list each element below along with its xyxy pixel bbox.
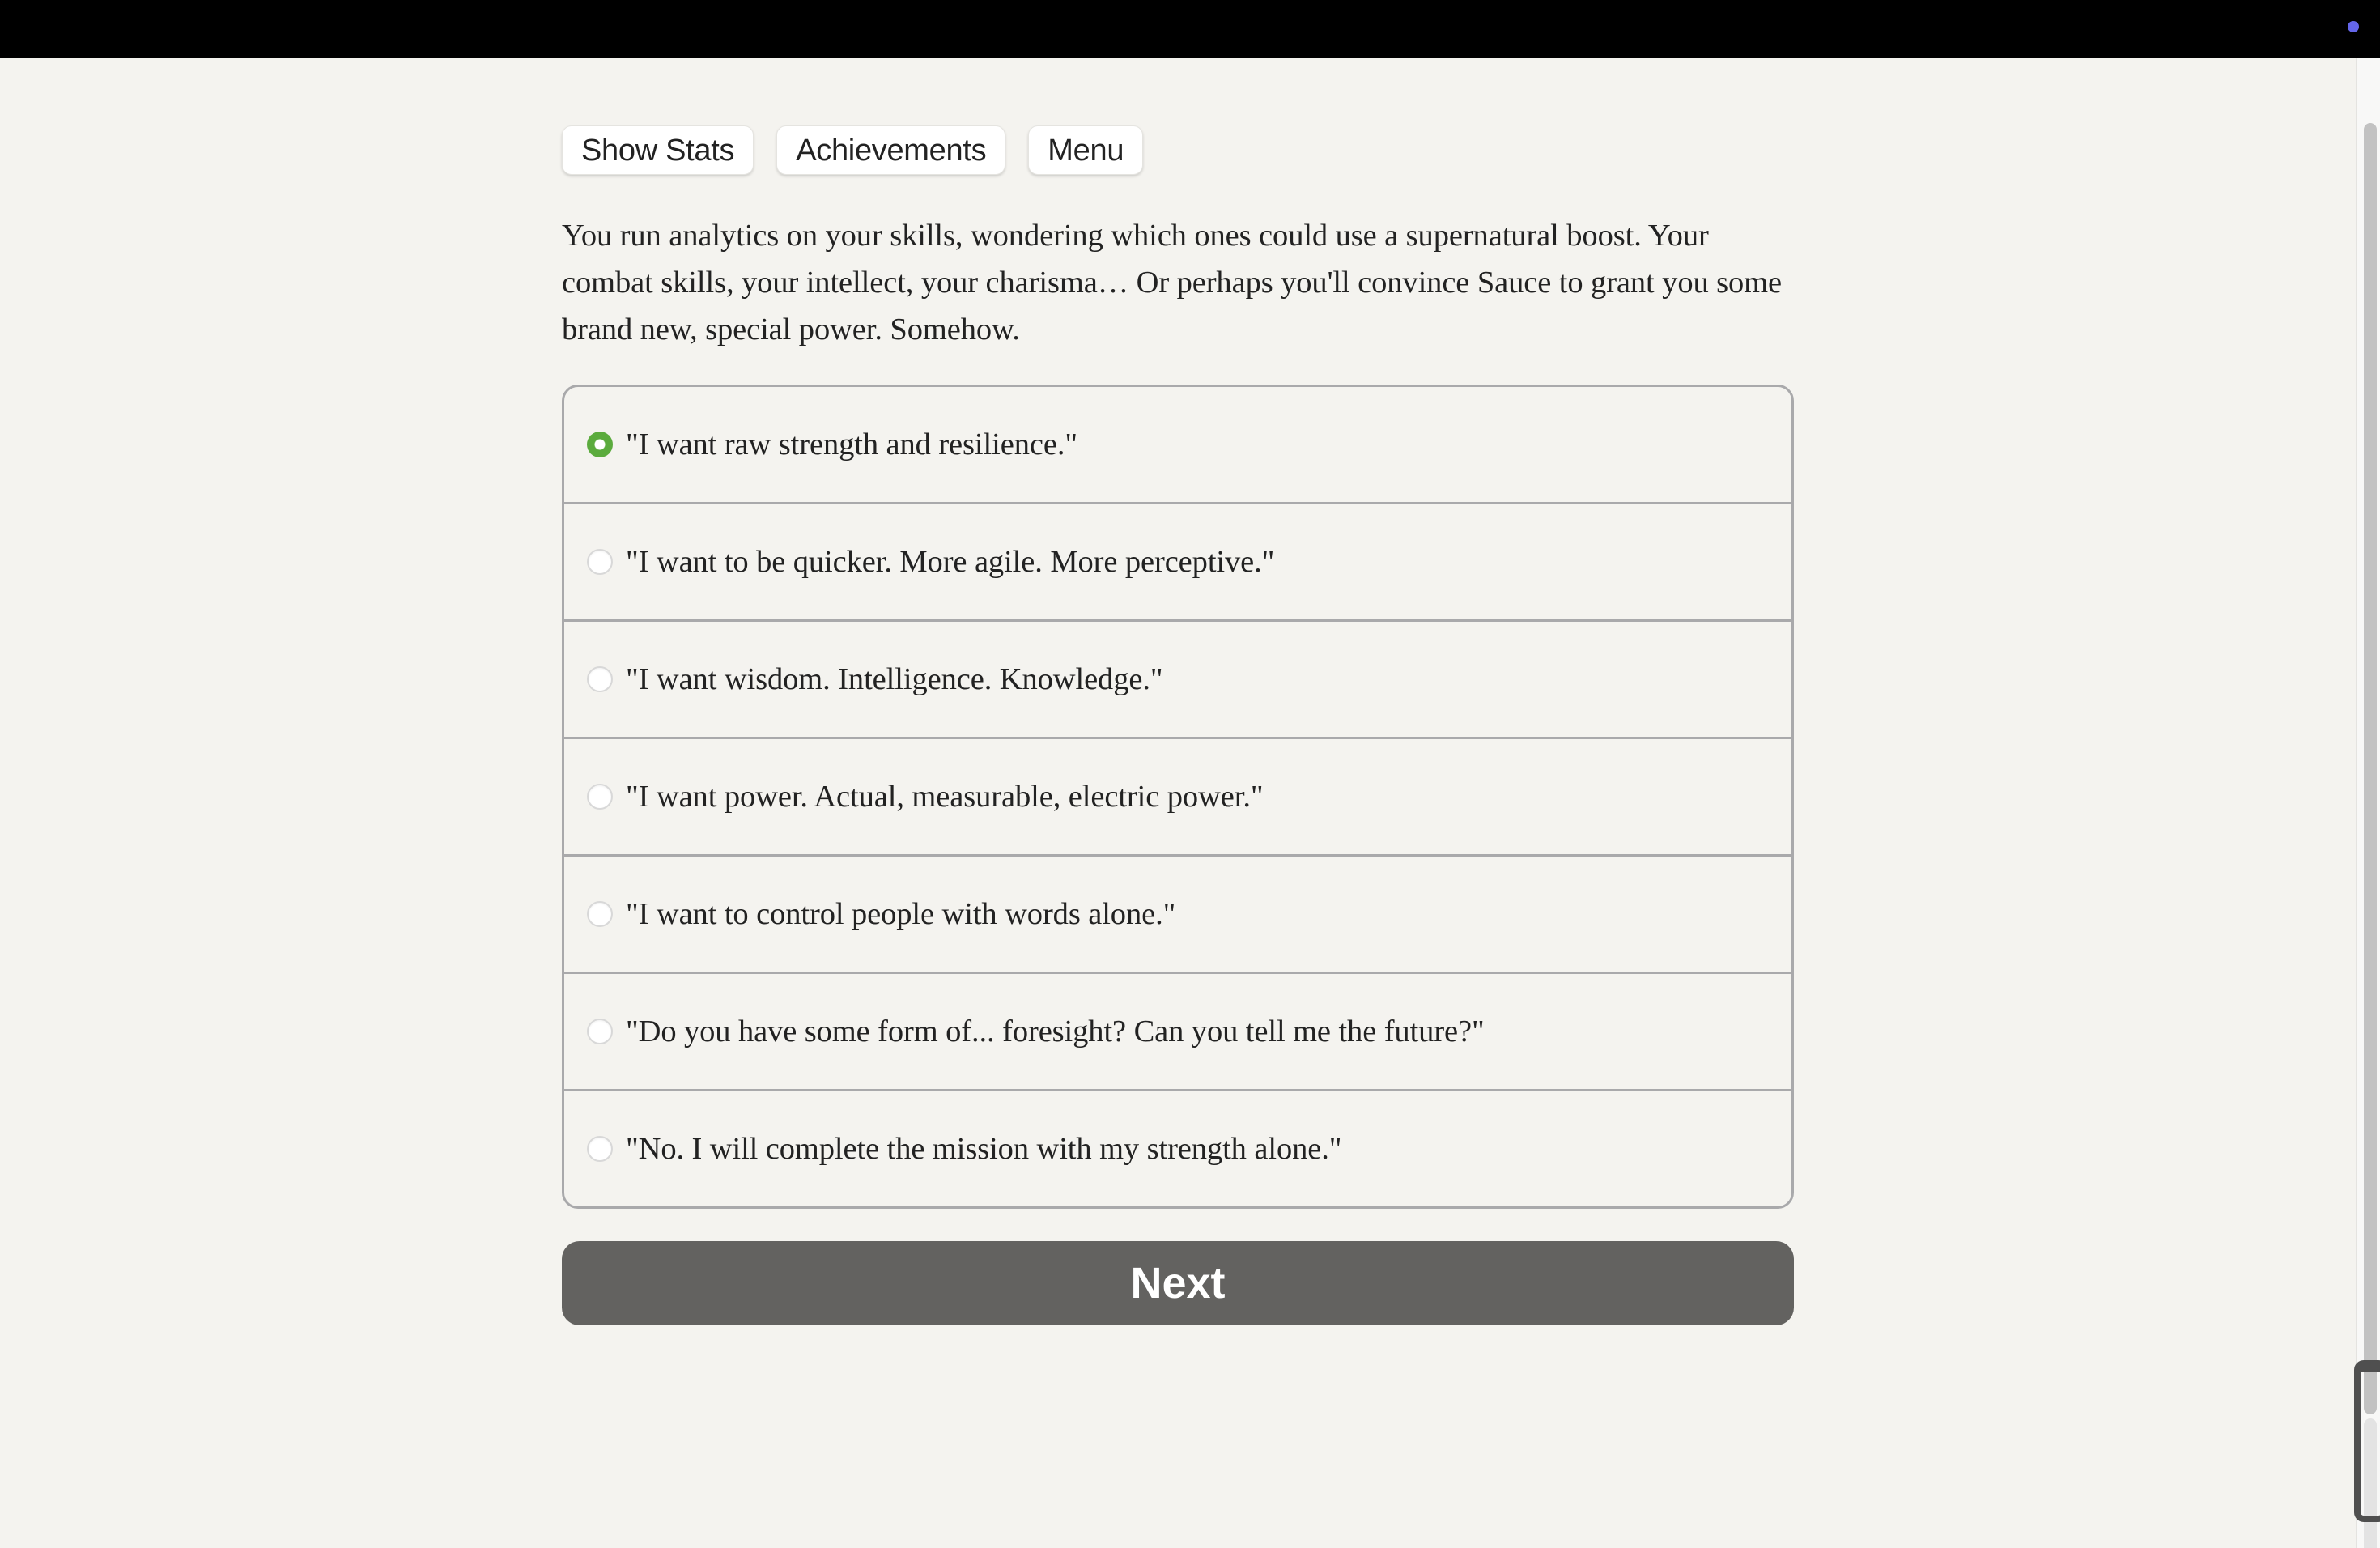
radio-unselected-icon[interactable] xyxy=(587,666,613,692)
top-bar xyxy=(0,0,2380,58)
choice-label: "I want raw strength and resilience." xyxy=(626,427,1077,461)
choice-option[interactable] xyxy=(564,737,1791,854)
menu-button[interactable]: Menu xyxy=(1028,125,1143,175)
choice-label: "No. I will complete the mission with my strength alone." xyxy=(626,1131,1342,1166)
radio-unselected-icon[interactable] xyxy=(587,784,613,810)
toolbar xyxy=(562,125,1794,176)
show-stats-button[interactable]: Show Stats xyxy=(562,125,754,175)
achievements-button[interactable]: Achievements xyxy=(776,125,1005,175)
choice-option[interactable] xyxy=(564,972,1791,1089)
choice-label: "Do you have some form of... foresight? Can you tell me the future?" xyxy=(626,1014,1485,1048)
choice-option[interactable] xyxy=(564,387,1791,502)
radio-selected-icon[interactable] xyxy=(587,432,613,457)
choice-label: "I want wisdom. Intelligence. Knowledge." xyxy=(626,661,1163,696)
choice-label: "I want to be quicker. More agile. More perceptive." xyxy=(626,544,1275,579)
radio-unselected-icon[interactable] xyxy=(587,901,613,927)
choice-option[interactable] xyxy=(564,502,1791,619)
radio-unselected-icon[interactable] xyxy=(587,549,613,575)
corner-frame-icon xyxy=(2354,1360,2380,1522)
scrollbar-thumb[interactable] xyxy=(2364,123,2377,1414)
game-content xyxy=(562,125,1794,1325)
radio-unselected-icon[interactable] xyxy=(587,1019,613,1044)
radio-unselected-icon[interactable] xyxy=(587,1136,613,1162)
choice-label: "I want power. Actual, measurable, electric power." xyxy=(626,779,1264,814)
choice-option[interactable] xyxy=(564,854,1791,972)
choice-label: "I want to control people with words alone." xyxy=(626,896,1176,931)
choice-list xyxy=(562,385,1794,1209)
narrative-text: You run analytics on your skills, wondering which ones could use a supernatural boost. Your combat skills, your intellect, your charisma… Or perhaps you'll convince Sauce to grant you some brand new, special power. Somehow. xyxy=(562,219,1783,347)
next-button[interactable]: Next xyxy=(562,1241,1794,1325)
choice-option[interactable] xyxy=(564,619,1791,737)
choice-option[interactable] xyxy=(564,1089,1791,1206)
scrollbar[interactable] xyxy=(2356,58,2380,1548)
status-dot-icon xyxy=(2348,21,2359,32)
